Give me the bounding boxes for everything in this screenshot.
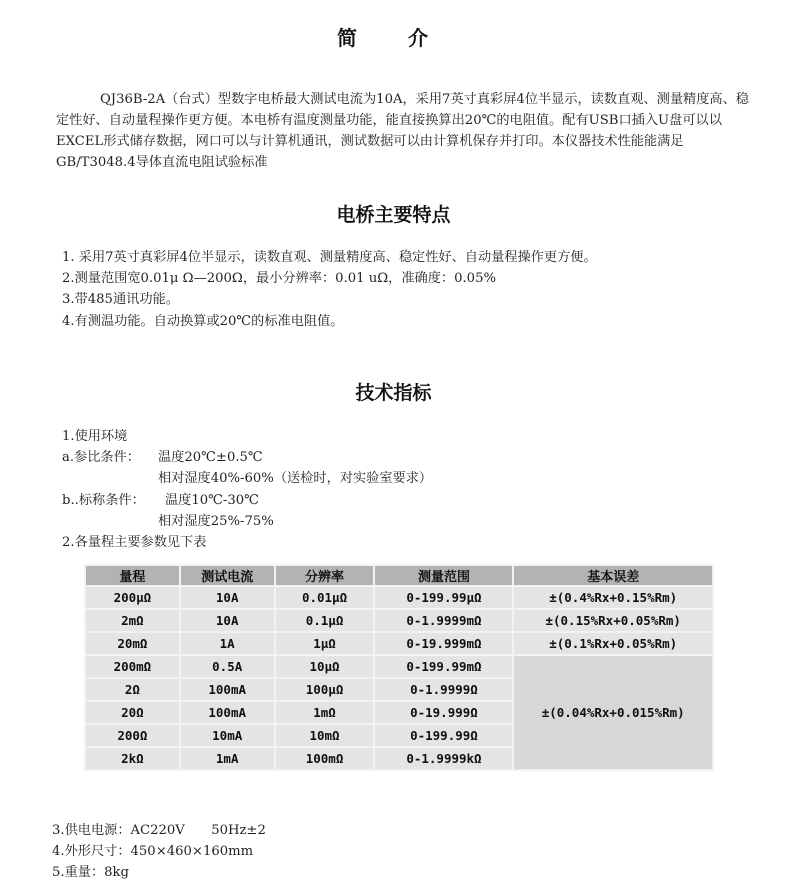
table-row [86, 587, 712, 608]
table-intro: 2.各量程主要参数见下表 [62, 535, 207, 550]
cell-error: ±(0.4%Rx+0.15%Rm) [514, 587, 712, 608]
reference-conditions-label: a.参比条件： [62, 450, 140, 465]
cell-resolution: 10mΩ [276, 725, 374, 746]
intro-paragraph: QJ36B-2A（台式）型数字电桥最大测试电流为10A，采用7英寸真彩屏4位半显示，读数直观、测量精度高、稳定性好、自动量程操作更方便。本电桥有温度测量功能，能直接换算出20℃的电阻值。配有USB口插入U盘可以以EXCEL形式储存数据，网口可以与计算机通讯，测试数据可以由计算机保存并打印。本仪器技术性能能满足GB/T3048.4导体直流电阻试验标准 [56, 92, 749, 170]
table-row [86, 610, 712, 631]
header-range: 量程 [86, 566, 179, 585]
table-row [86, 656, 712, 677]
cell-range: 20mΩ [86, 633, 179, 654]
cell-current: 10mA [181, 725, 274, 746]
cell-measure-range: 0-199.99μΩ [375, 587, 512, 608]
cell-resolution: 0.01μΩ [276, 587, 374, 608]
cell-range: 2mΩ [86, 610, 179, 631]
cell-range: 20Ω [86, 702, 179, 723]
table-row [86, 633, 712, 654]
cell-range: 2Ω [86, 679, 179, 700]
specs-title: 技术指标 [355, 382, 432, 404]
dimensions: 4.外形尺寸：450×460×160mm [52, 844, 254, 859]
cell-current: 100mA [181, 702, 274, 723]
reference-temperature: 温度20℃±0.5℃ [158, 450, 263, 465]
cell-current: 1mA [181, 748, 274, 769]
weight: 5.重量：8kg [52, 865, 129, 880]
nominal-conditions-label: b..标称条件： [62, 493, 145, 508]
header-test-current: 测试电流 [181, 566, 274, 585]
intro-section [56, 89, 756, 173]
cell-resolution: 100mΩ [276, 748, 374, 769]
feature-item-3: 3.带485通讯功能。 [62, 292, 179, 307]
header-measure-range: 测量范围 [375, 566, 512, 585]
cell-resolution: 1μΩ [276, 633, 374, 654]
env-heading: 1.使用环境 [62, 429, 128, 444]
cell-current: 10A [181, 587, 274, 608]
feature-item-1: 1. 采用7英寸真彩屏4位半显示，读数直观、测量精度高、稳定性好、自动量程操作更方便。 [62, 250, 597, 265]
cell-measure-range: 0-199.99Ω [375, 725, 512, 746]
nominal-humidity: 相对湿度25%-75% [158, 514, 274, 529]
cell-measure-range: 0-1.9999kΩ [375, 748, 512, 769]
table-header-row [86, 566, 712, 585]
cell-range: 200mΩ [86, 656, 179, 677]
cell-resolution: 1mΩ [276, 702, 374, 723]
cell-current: 10A [181, 610, 274, 631]
reference-humidity: 相对湿度40%-60%（送检时，对实验室要求） [158, 471, 433, 486]
features-title: 电桥主要特点 [336, 204, 451, 226]
intro-title: 简 介 [337, 26, 450, 50]
cell-range: 200μΩ [86, 587, 179, 608]
cell-range: 2kΩ [86, 748, 179, 769]
cell-measure-range: 0-19.999mΩ [375, 633, 512, 654]
cell-resolution: 10μΩ [276, 656, 374, 677]
feature-item-4: 4.有测温功能。自动换算或20℃的标准电阻值。 [62, 314, 344, 329]
cell-range: 200Ω [86, 725, 179, 746]
cell-resolution: 100μΩ [276, 679, 374, 700]
range-parameters-table [84, 564, 714, 771]
cell-measure-range: 0-19.999Ω [375, 702, 512, 723]
power-supply: 3.供电电源：AC220V 50Hz±2 [52, 823, 266, 838]
feature-item-2: 2.测量范围宽0.01μ Ω—200Ω，最小分辨率：0.01 uΩ，准确度：0.05% [62, 271, 496, 286]
cell-error: ±(0.15%Rx+0.05%Rm) [514, 610, 712, 631]
cell-error: ±(0.1%Rx+0.05%Rm) [514, 633, 712, 654]
header-resolution: 分辨率 [276, 566, 374, 585]
cell-current: 100mA [181, 679, 274, 700]
cell-error-merged: ±(0.04%Rx+0.015%Rm) [514, 656, 712, 769]
cell-measure-range: 0-1.9999Ω [375, 679, 512, 700]
cell-current: 1A [181, 633, 274, 654]
cell-resolution: 0.1μΩ [276, 610, 374, 631]
header-basic-error: 基本误差 [514, 566, 712, 585]
cell-measure-range: 0-1.9999mΩ [375, 610, 512, 631]
nominal-temperature: 温度10℃-30℃ [165, 493, 259, 508]
cell-current: 0.5A [181, 656, 274, 677]
cell-measure-range: 0-199.99mΩ [375, 656, 512, 677]
